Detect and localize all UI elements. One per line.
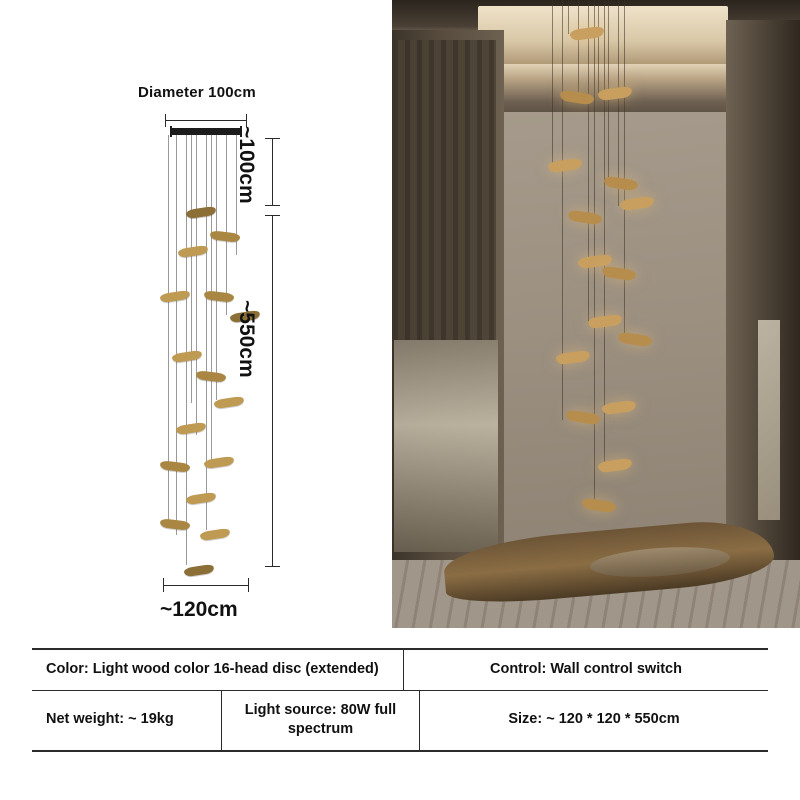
drop-top-tick-lower bbox=[265, 205, 280, 206]
photo-suspension-cord bbox=[618, 0, 619, 206]
spec-control: Control: Wall control switch bbox=[490, 661, 682, 677]
drop-total-dimension-line bbox=[272, 215, 273, 567]
specification-table bbox=[32, 648, 768, 752]
photo-ceiling-coffer bbox=[478, 6, 728, 64]
lamp-shade bbox=[196, 370, 227, 383]
width-tick-left bbox=[163, 578, 164, 592]
suspension-cord bbox=[176, 135, 177, 535]
spec-color: Color: Light wood color 16-head disc (extended) bbox=[32, 650, 404, 690]
suspension-cord bbox=[216, 135, 217, 400]
lamp-shade bbox=[199, 528, 230, 542]
photo-suspension-cord bbox=[598, 0, 599, 96]
photo-suspension-cord bbox=[604, 0, 605, 468]
drop-total-tick-upper bbox=[265, 215, 280, 216]
photo-suspension-cord bbox=[624, 0, 625, 342]
lamp-shade bbox=[204, 290, 235, 303]
suspension-cord bbox=[206, 135, 207, 530]
technical-drawing-panel bbox=[0, 0, 390, 640]
installation-photo bbox=[392, 0, 800, 628]
drop-top-label: ~100cm bbox=[235, 126, 258, 204]
diameter-dimension-line bbox=[165, 120, 247, 121]
canopy-end-left bbox=[170, 126, 172, 137]
width-tick-right bbox=[248, 578, 249, 592]
photo-suspension-cord bbox=[588, 0, 589, 324]
lamp-shade bbox=[183, 564, 214, 578]
photo-left-doorway bbox=[394, 340, 498, 552]
spec-net-weight: Net weight: ~ 19kg bbox=[32, 691, 222, 750]
photo-suspension-cord bbox=[594, 0, 595, 508]
suspension-cord bbox=[191, 135, 192, 403]
suspension-cord bbox=[196, 135, 197, 435]
spec-row-primary bbox=[32, 650, 768, 691]
photo-suspension-cord bbox=[578, 0, 579, 98]
photo-right-window bbox=[758, 320, 780, 520]
drop-total-label: ~550cm bbox=[235, 300, 258, 378]
diameter-label: Diameter 100cm bbox=[138, 84, 256, 101]
lamp-shade bbox=[175, 422, 206, 436]
lamp-shade bbox=[203, 456, 234, 470]
spec-light-source: Light source: 80W full spectrum bbox=[222, 691, 420, 750]
lamp-shade bbox=[177, 245, 208, 259]
width-label: ~120cm bbox=[160, 598, 238, 621]
drop-total-tick-lower bbox=[265, 566, 280, 567]
suspension-cord bbox=[226, 135, 227, 315]
lamp-shade bbox=[185, 492, 216, 506]
photo-suspension-cord bbox=[552, 0, 553, 170]
photo-left-wall-slats bbox=[398, 40, 496, 340]
ceiling-canopy-bar bbox=[170, 128, 242, 135]
spec-size: Size: ~ 120 * 120 * 550cm bbox=[508, 711, 680, 728]
width-dimension-line bbox=[163, 585, 249, 586]
drop-top-tick-upper bbox=[265, 138, 280, 139]
photo-suspension-cord bbox=[568, 0, 569, 34]
spec-row-secondary bbox=[32, 691, 768, 750]
diameter-tick-left bbox=[165, 114, 166, 127]
drop-top-dimension-line bbox=[272, 138, 273, 206]
